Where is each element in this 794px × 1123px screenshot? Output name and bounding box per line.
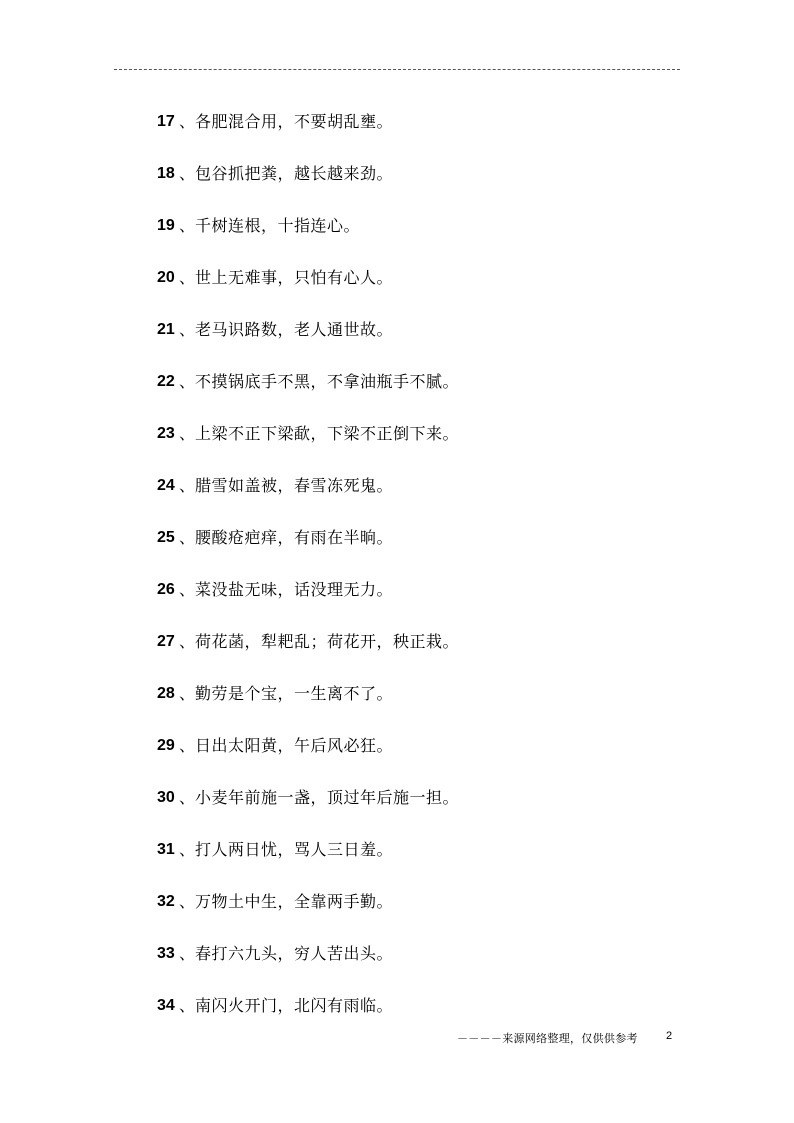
item-text: 各肥混合用，不要胡乱壅。 [195,112,394,131]
item-number: 19 [157,217,175,234]
list-item [157,629,459,681]
item-text: 荷花菡，犁耙乱；荷花开，秧正栽。 [195,632,460,651]
list-item [157,421,459,473]
item-number: 24 [157,477,175,494]
footer-source-note: －－－－来源网络整理，仅供供参考 [457,1032,638,1045]
item-number: 31 [157,841,175,858]
item-text: 南闪火开门，北闪有雨临。 [195,996,394,1015]
item-text: 打人两日忧，骂人三日羞。 [195,840,394,859]
item-number: 28 [157,685,175,702]
item-number: 26 [157,581,175,598]
item-text: 千树连根，十指连心。 [195,216,361,235]
list-item [157,837,459,889]
item-number: 23 [157,425,175,442]
list-item [157,733,459,785]
item-text: 腰酸疮疤痒，有雨在半晌。 [195,528,394,547]
item-text: 日出太阳黄，午后风必狂。 [195,736,394,755]
list-item [157,213,459,265]
item-number: 30 [157,789,175,806]
item-text: 菜没盐无味，话没理无力。 [195,580,394,599]
list-item [157,161,459,213]
item-text: 世上无难事，只怕有心人。 [195,268,394,287]
item-separator: 、 [179,944,196,963]
list-item [157,785,459,837]
list-item [157,317,459,369]
item-number: 27 [157,633,175,650]
item-separator: 、 [179,320,196,339]
item-separator: 、 [179,996,196,1015]
item-number: 21 [157,321,175,338]
list-item [157,473,459,525]
item-text: 包谷抓把粪，越长越来劲。 [195,164,394,183]
item-text: 万物土中生，全靠两手勤。 [195,892,394,911]
item-text: 小麦年前施一盏，顶过年后施一担。 [195,788,460,807]
item-text: 腊雪如盖被，春雪冻死鬼。 [195,476,394,495]
list-item [157,889,459,941]
item-separator: 、 [179,840,196,859]
list-item [157,109,459,161]
item-text: 上梁不正下梁歃，下梁不正倒下来。 [195,424,460,443]
header-dashed-rule [114,69,680,70]
item-number: 33 [157,945,175,962]
item-text: 不摸锅底手不黑，不拿油瓶手不腻。 [195,372,460,391]
item-text: 老马识路数，老人通世故。 [195,320,394,339]
item-separator: 、 [179,580,196,599]
list-item [157,369,459,421]
list-item [157,265,459,317]
item-separator: 、 [179,892,196,911]
item-number: 22 [157,373,175,390]
item-separator: 、 [179,112,196,131]
item-number: 17 [157,113,175,130]
item-number: 18 [157,165,175,182]
list-item [157,577,459,629]
item-number: 34 [157,997,175,1014]
item-text: 春打六九头，穷人苦出头。 [195,944,394,963]
list-item [157,941,459,993]
item-number: 25 [157,529,175,546]
item-separator: 、 [179,684,196,703]
list-item [157,681,459,733]
item-separator: 、 [179,216,196,235]
item-separator: 、 [179,632,196,651]
item-separator: 、 [179,372,196,391]
item-separator: 、 [179,788,196,807]
item-separator: 、 [179,424,196,443]
item-separator: 、 [179,164,196,183]
item-separator: 、 [179,528,196,547]
item-separator: 、 [179,268,196,287]
page-number: 2 [666,1030,673,1042]
item-separator: 、 [179,736,196,755]
item-number: 29 [157,737,175,754]
item-number: 20 [157,269,175,286]
page-footer [457,1030,638,1046]
list-item [157,993,459,1045]
proverb-list [157,109,459,1045]
item-text: 勤劳是个宝，一生离不了。 [195,684,394,703]
item-separator: 、 [179,476,196,495]
item-number: 32 [157,893,175,910]
list-item [157,525,459,577]
